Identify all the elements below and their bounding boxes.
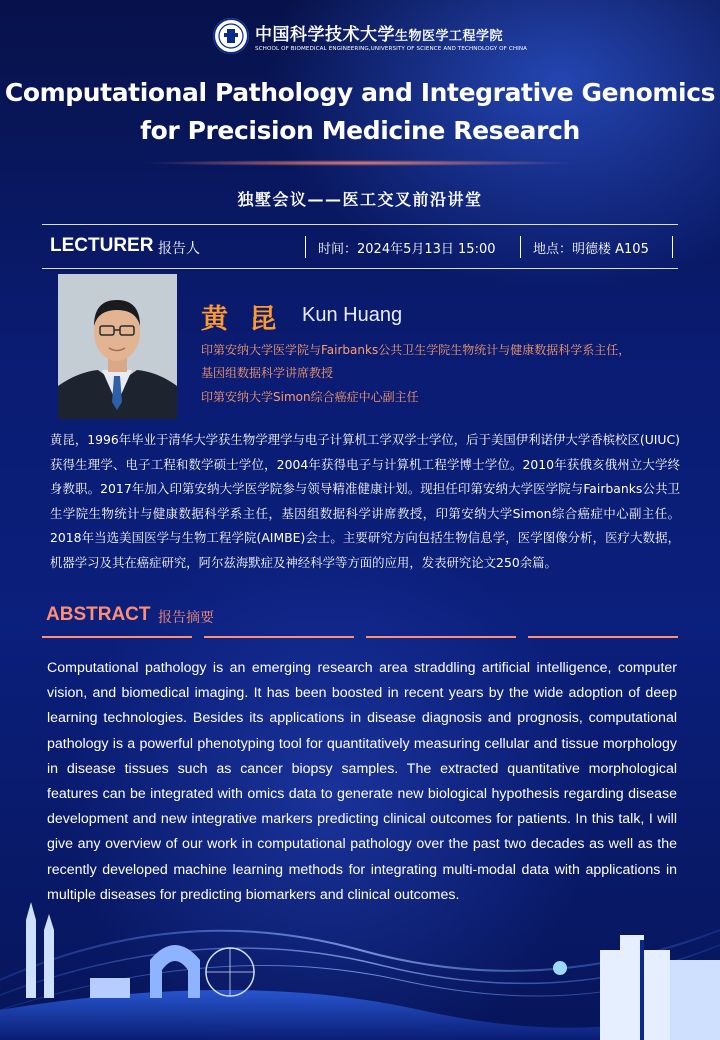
abstract-body: Computational pathology is an emerging research area straddling artificial intelligence, computer vision, and biomedical imaging. It has been boosted in recent years by the wide adoption of deep learning technologies. Besides its applications in disease diagnosis and prognosis, computational pathology is a powerful phenotyping tool for quantitatively measuring cellular and tissue morphology in disease tissues such as cancer biopsy samples. The extracted quantitative morphological features can be integrated with omics data to generate new biological hypothesis regarding disease development and new integrative markers predicting clinical outcomes for patients. In this talk, I will give any overview of our work in computational pathology over the past two decades as well as the recently developed machine learning methods for integrating multi-modal data with applications in multiple diseases for predicting biomarkers and clinical outcomes. (47, 660, 677, 903)
abstract-divider (528, 636, 678, 638)
speaker-photo (58, 274, 177, 419)
speaker-title-line: 印第安纳大学Simon综合癌症中心副主任 (201, 390, 419, 404)
abstract-divider (366, 636, 516, 638)
school-name-en: SCHOOL OF BIOMEDICAL ENGINEERING,UNIVERSITY OF SCIENCE AND TECHNOLOGY OF CHINA (255, 46, 528, 52)
info-bar-separator (672, 236, 673, 258)
school-name-cn: 生物医学工程学院 (395, 29, 504, 44)
talk-title-line1: Computational Pathology and Integrative Genomics (4, 78, 716, 107)
speaker-name-cn: 黄 昆 (201, 304, 283, 335)
speaker-bio: 黄昆，1996年毕业于清华大学获生物学理学与电子计算机工学双学士学位，后于美国伊利诺伊大学香槟校区(UIUC)获得生理学、电子工程和数学硕士学位，2004年获得电子与计算机工程学博士学位。2010年获俄亥俄州立大学终身教职。2017年加入印第安纳大学医学院参与领导精准健康计划。现担任印第安纳大学医学院与Fairbanks公共卫生学院生物统计与健康数据科学系主任，基因组数据科学讲席教授，印第安纳大学Simon综合癌症中心副主任。2018年当选美国医学与生物工程学院(AIMBE)会士。主要研究方向包括生物信息学，医学图像分析，医疗大数据，机器学习及其在癌症研究，阿尔兹海默症及神经科学等方面的应用，发表研究论文250余篇。 (50, 432, 680, 570)
info-bar-bottom-rule (42, 268, 678, 269)
speaker-name-en: Kun Huang (302, 304, 403, 326)
abstract-heading-en: ABSTRACT (46, 604, 151, 625)
abstract-divider (42, 636, 192, 638)
info-bar-top-rule (42, 224, 678, 225)
abstract-heading-cn: 报告摘要 (158, 610, 214, 626)
abstract-divider (204, 636, 354, 638)
university-seal-icon (213, 18, 249, 54)
school-logo (213, 18, 527, 54)
talk-title (0, 74, 720, 150)
info-bar-separator (305, 236, 306, 258)
speaker-title-line: 基因组数据科学讲席教授 (201, 366, 334, 380)
talk-title-line2: for Precision Medicine Research (140, 116, 580, 145)
event-time: 时间：2024年5月13日 15:00 (318, 242, 496, 257)
lecturer-label-en: LECTURER (50, 235, 154, 256)
info-bar-separator (520, 236, 521, 258)
lecturer-label-cn: 报告人 (158, 241, 200, 257)
university-name-cn: 中国科学技术大学 (255, 25, 395, 45)
event-location: 地点：明德楼 A105 (533, 242, 649, 257)
lecture-series-subtitle: 独墅会议——医工交叉前沿讲堂 (237, 190, 483, 209)
title-divider (140, 160, 580, 166)
speaker-title-line: 印第安纳大学医学院与Fairbanks公共卫生学院生物统计与健康数据科学系主任， (201, 343, 631, 357)
